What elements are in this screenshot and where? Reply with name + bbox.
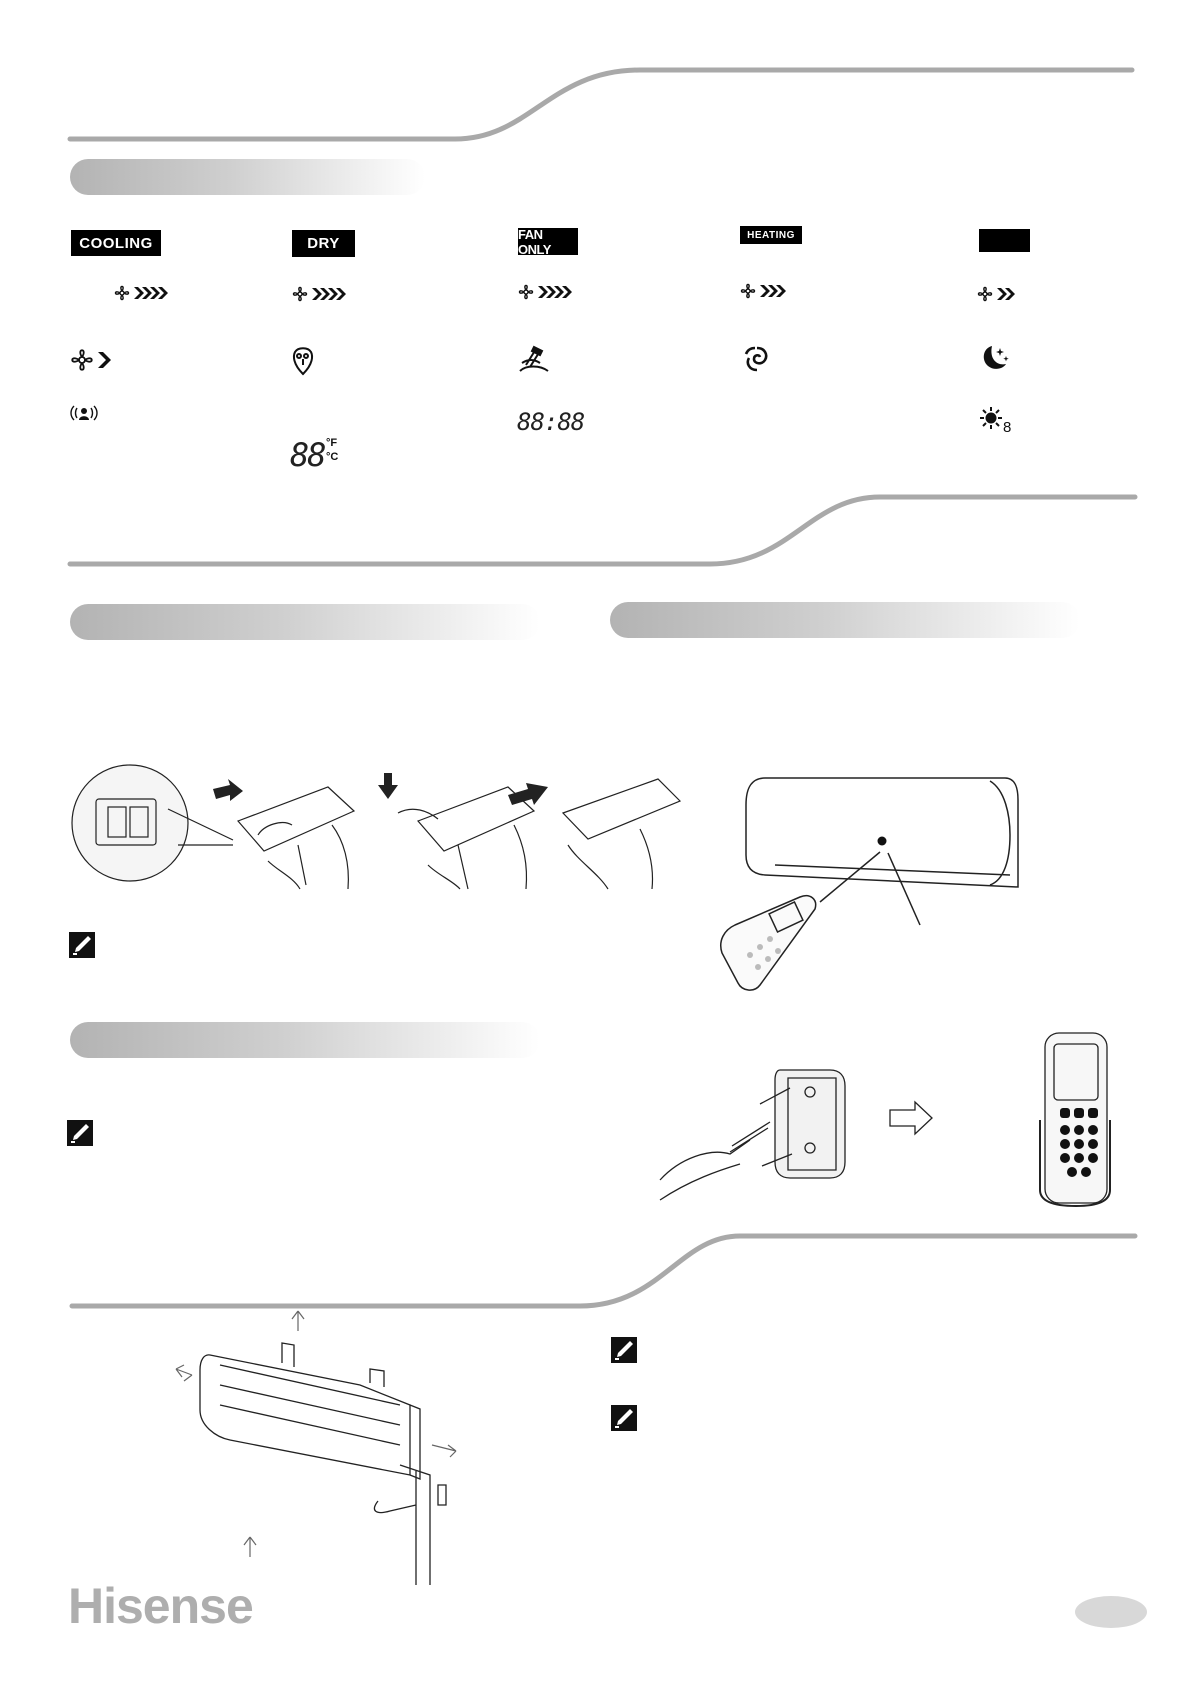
fan-speed-icon (292, 285, 352, 303)
mode-label-dry: DRY (292, 230, 355, 257)
remote-holder-illustration (640, 1030, 1120, 1205)
moon-stars-icon (978, 342, 1010, 374)
subheading-bar-modes (70, 159, 425, 195)
mode-label-heating: HEATING (740, 226, 802, 244)
subheading-bar-operation (610, 602, 1080, 638)
sun-brightness-icon (979, 406, 1005, 432)
pencil-note-icon (611, 1337, 637, 1363)
mode-label-cooling: COOLING (71, 230, 161, 256)
clean-icon (516, 343, 552, 375)
temp-unit-c: °C (326, 451, 339, 463)
light-level-digit: 8 (1003, 419, 1012, 436)
fan-low-icon (70, 347, 114, 373)
mode-label-fan-only: FAN ONLY (518, 228, 578, 255)
timer-display: 88:88 (517, 408, 585, 436)
swirl-icon (743, 345, 771, 373)
battery-removal-illustration (68, 765, 593, 895)
person-sensor-icon (70, 404, 98, 422)
indoor-unit-installation-illustration (170, 1325, 510, 1585)
pencil-note-icon (611, 1405, 637, 1431)
fan-speed-icon (740, 282, 790, 300)
fan-speed-icon (977, 285, 1022, 303)
temp-unit-f: °F (326, 437, 338, 449)
page-number-badge (1075, 1596, 1147, 1628)
subheading-bar-holder (70, 1022, 540, 1058)
remote-operation-illustration (720, 775, 1020, 990)
pencil-note-icon (67, 1120, 93, 1146)
drop-icon (290, 346, 316, 376)
fan-speed-icon (114, 284, 174, 302)
temp-display-digits: 88 (290, 436, 325, 474)
brand-logo: Hisense (68, 1578, 253, 1634)
pencil-note-icon (69, 932, 95, 958)
subheading-bar-batteries (70, 604, 540, 640)
fan-speed-icon (518, 283, 578, 301)
mode-label-auto (979, 229, 1030, 252)
